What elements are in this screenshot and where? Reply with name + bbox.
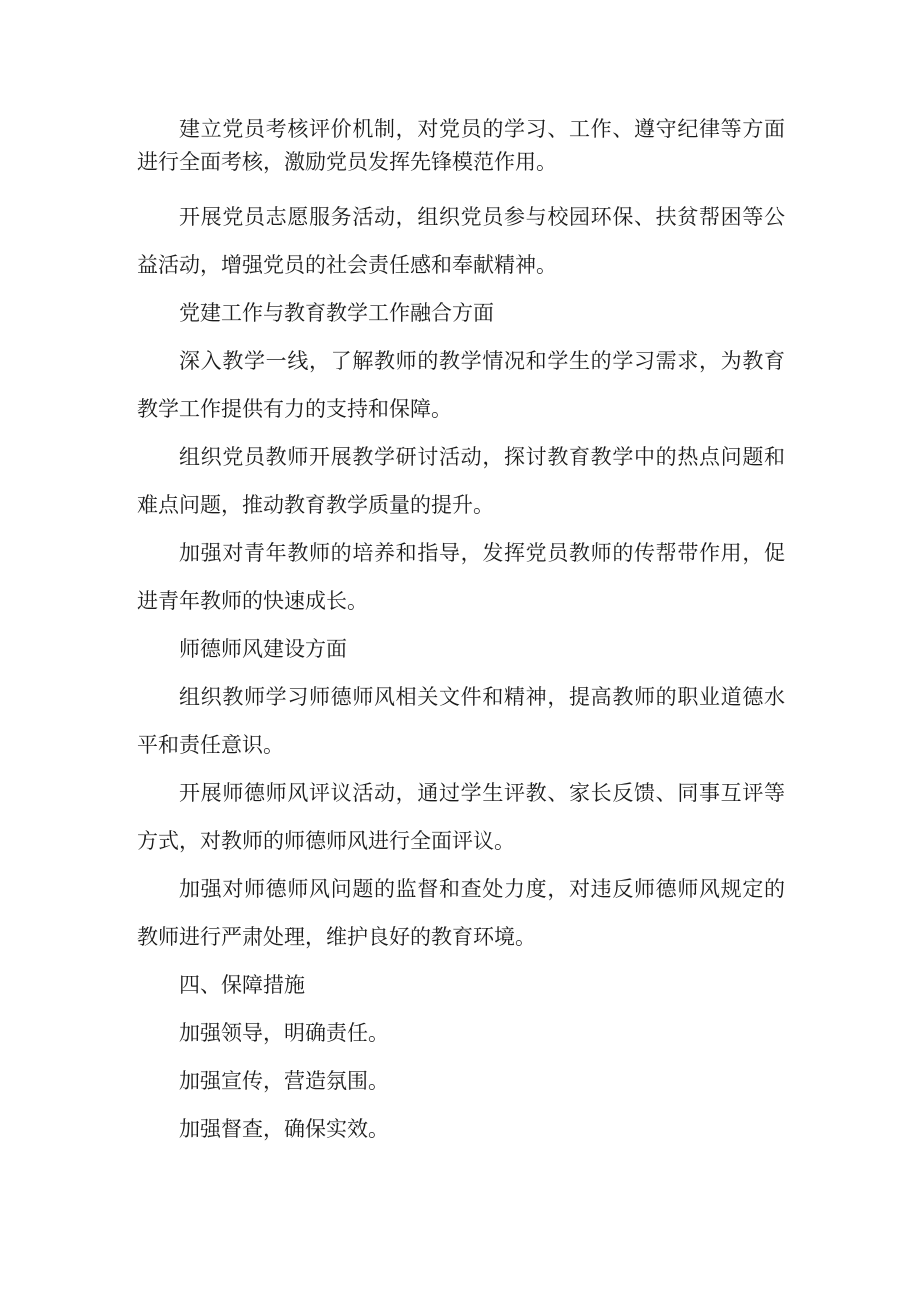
section-heading-safeguard-measures: 四、保障措施 — [179, 973, 305, 997]
paragraph-ethics-supervision: 加强对师德师风问题的监督和查处力度，对违反师德师风规定的教师进行严肃处理，维护良好的教育环境。 — [137, 877, 785, 949]
section-heading-teacher-ethics: 师德师风建设方面 — [179, 637, 347, 661]
document-body — [137, 113, 785, 1153]
measure-leadership: 加强领导，明确责任。 — [179, 1021, 389, 1045]
paragraph-teaching-seminar: 组织党员教师开展教学研讨活动，探讨教育教学中的热点问题和难点问题，推动教育教学质量的提升。 — [137, 445, 785, 517]
measure-supervision: 加强督查，确保实效。 — [179, 1117, 389, 1141]
paragraph-young-teacher-training: 加强对青年教师的培养和指导，发挥党员教师的传帮带作用，促进青年教师的快速成长。 — [137, 541, 785, 613]
paragraph-volunteer-service: 开展党员志愿服务活动，组织党员参与校园环保、扶贫帮困等公益活动，增强党员的社会责任感和奉献精神。 — [137, 205, 785, 277]
paragraph-ethics-study: 组织教师学习师德师风相关文件和精神，提高教师的职业道德水平和责任意识。 — [137, 685, 785, 757]
section-heading-party-teaching-integration: 党建工作与教育教学工作融合方面 — [179, 301, 494, 325]
paragraph-teaching-frontline: 深入教学一线，了解教师的教学情况和学生的学习需求，为教育教学工作提供有力的支持和保障。 — [137, 349, 785, 421]
paragraph-ethics-evaluation: 开展师德师风评议活动，通过学生评教、家长反馈、同事互评等方式，对教师的师德师风进行全面评议。 — [137, 781, 785, 853]
measure-publicity: 加强宣传，营造氛围。 — [179, 1069, 389, 1093]
paragraph-party-member-assessment: 建立党员考核评价机制，对党员的学习、工作、遵守纪律等方面进行全面考核，激励党员发挥先锋模范作用。 — [137, 117, 785, 174]
